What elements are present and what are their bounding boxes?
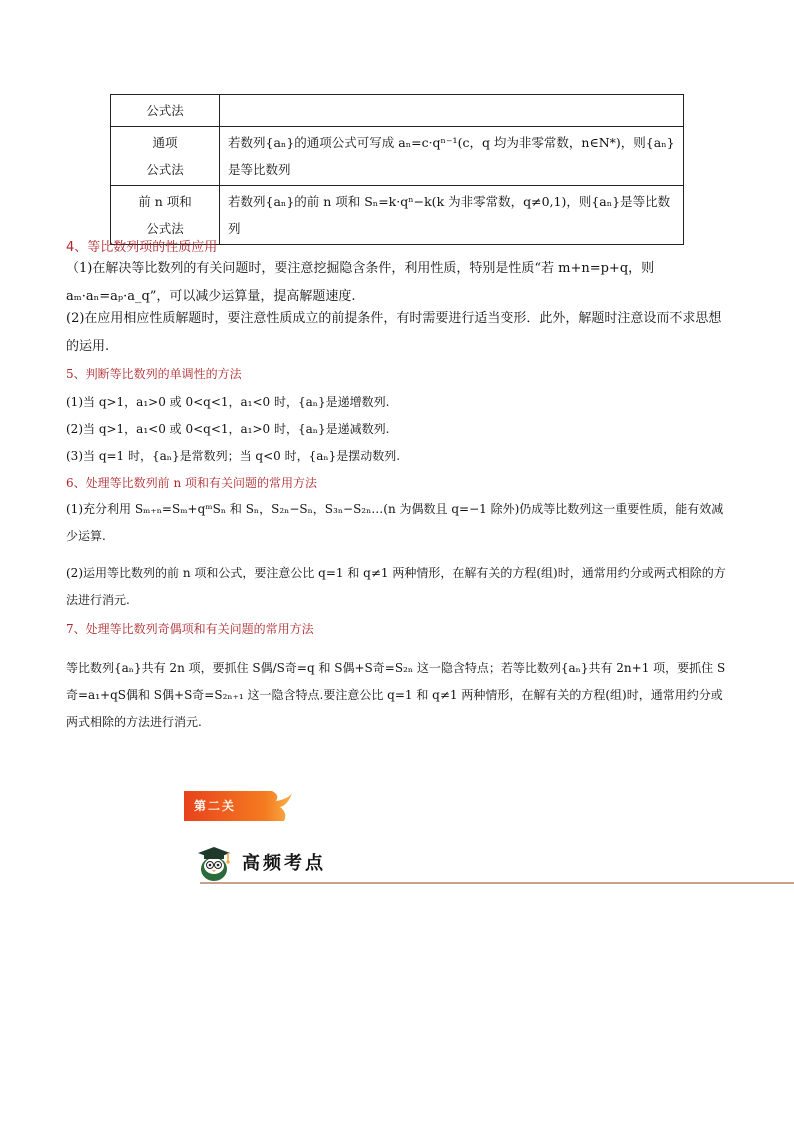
label-line: 公式法 <box>146 162 184 177</box>
table-cell-label: 公式法 <box>111 95 220 127</box>
section-7-para-1: 等比数列{aₙ}共有 2n 项，要抓住 S偶/S奇=q 和 S偶+S奇=S₂ₙ 这一隐含特点；若等比数列{aₙ}共有 2n+1 项，要抓住 S奇=a₁+qS偶和 S偶+S奇=S₂ₙ₊₁ 这一隐含特点.要注意公比 q=1 和 q≠1 两种情形，在解有关的方程(组)时，通常用约分或两式相除的方法进行消元. <box>66 661 726 729</box>
section-4-para-2: (2)在应用相应性质解题时，要注意性质成立的前提条件，有时需要进行适当变形．此外，解题时注意设而不求思想的运用. <box>66 311 722 354</box>
section-4-para-1: （1)在解决等比数列的有关问题时，要注意挖掘隐含条件，利用性质，特别是性质“若 m+n=p+q，则 aₘ·aₙ=aₚ·a_q”，可以减少运算量，提高解题速度. <box>66 261 655 304</box>
method-table <box>110 94 684 245</box>
graduate-mascot-icon <box>194 844 234 884</box>
table-cell-label <box>111 127 220 186</box>
table-cell-content: 若数列{aₙ}的通项公式可写成 aₙ=c·qⁿ⁻¹(c，q 均为非零常数，n∈N*)，则{aₙ}是等比数列 <box>220 127 684 186</box>
section-5-line-2: (2)当 q>1，a₁<0 或 0<q<1，a₁>0 时，{aₙ}是递减数列. <box>66 422 390 436</box>
section-4-heading: 4、等比数列项的性质应用 <box>66 240 218 255</box>
table-row <box>111 95 684 127</box>
table-row <box>111 127 684 186</box>
section-6-para-2: (2)运用等比数列的前 n 项和公式，要注意公比 q=1 和 q≠1 两种情形，在解有关的方程(组)时，通常用约分或两式相除的方法进行消元. <box>66 566 726 607</box>
label-line: 通项 <box>152 135 178 150</box>
section-5-line-1: (1)当 q>1，a₁>0 或 0<q<1，a₁<0 时，{aₙ}是递增数列. <box>66 395 390 409</box>
section-5-heading: 5、判断等比数列的单调性的方法 <box>66 367 242 381</box>
table-cell-content <box>220 95 684 127</box>
section-6-para-1: (1)充分利用 Sₘ₊ₙ=Sₘ+qᵐSₙ 和 Sₙ，S₂ₙ−Sₙ，S₃ₙ−S₂ₙ…(n 为偶数且 q=−1 除外)仍成等比数列这一重要性质，能有效减少运算. <box>66 502 724 543</box>
banner-label: 第二关 <box>194 799 237 813</box>
table-cell-content: 若数列{aₙ}的前 n 项和 Sₙ=k·qⁿ−k(k 为非零常数，q≠0,1)，则{aₙ}是等比数列 <box>220 186 684 245</box>
label-line: 公式法 <box>146 221 184 236</box>
section-5-line-3: (3)当 q=1 时，{aₙ}是常数列；当 q<0 时，{aₙ}是摆动数列. <box>66 449 401 463</box>
section-title: 高频考点 <box>242 853 326 874</box>
label-line: 前 n 项和 <box>138 194 192 209</box>
section-divider <box>200 882 794 884</box>
section-6-heading: 6、处理等比数列前 n 项和有关问题的常用方法 <box>66 476 317 490</box>
section-7-heading: 7、处理等比数列奇偶项和有关问题的常用方法 <box>66 622 314 636</box>
